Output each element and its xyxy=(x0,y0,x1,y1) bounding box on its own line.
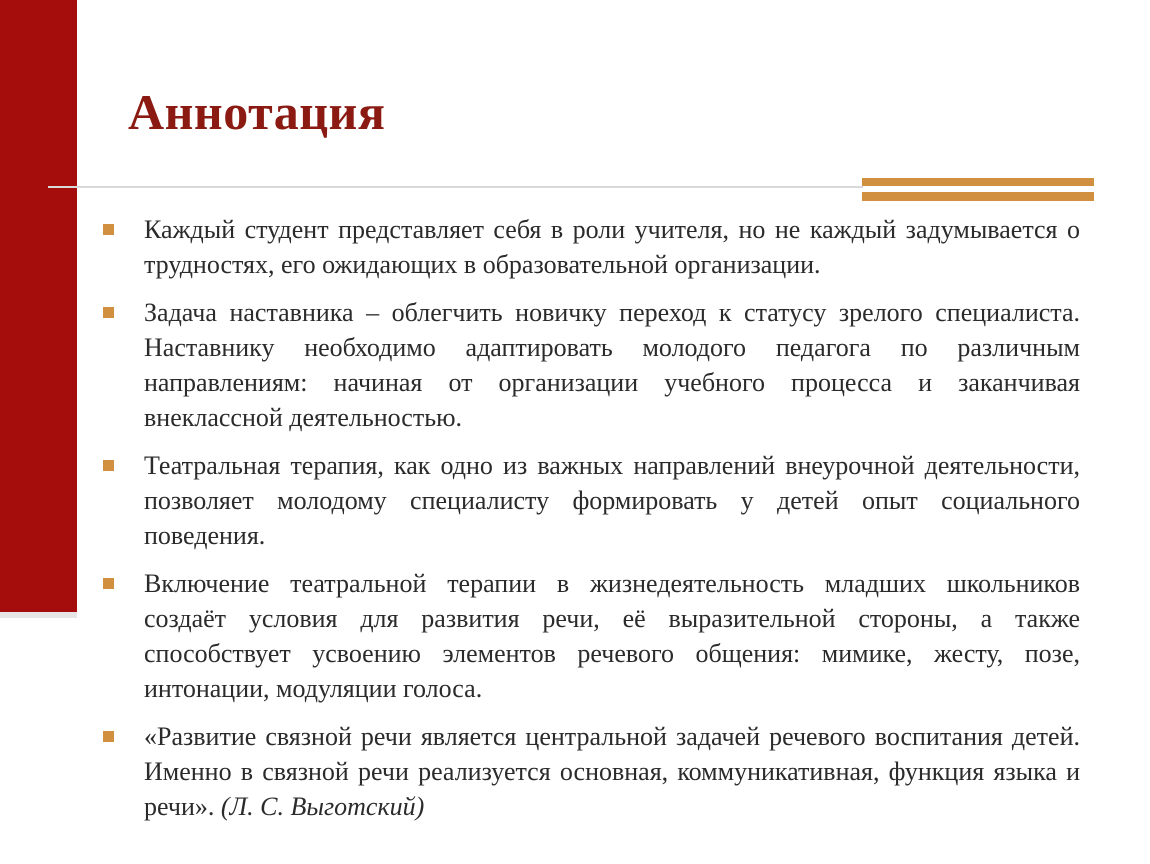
title-divider xyxy=(48,186,863,188)
square-bullet-icon xyxy=(103,731,114,742)
bullet-item-speech-development xyxy=(96,566,1080,706)
bullet-text: Задача наставника – облегчить новичку переход к статусу зрелого специалиста. Наставнику необходимо адаптировать молодого педагога по различным направлениям: начиная от организации учебного процесса и заканчивая внеклассной деятельностью. xyxy=(144,298,1080,432)
bullet-item-theatre-therapy xyxy=(96,448,1080,553)
decorative-orange-bar-top xyxy=(862,178,1094,186)
left-accent-bar xyxy=(0,0,77,612)
bullet-text: Включение театральной терапии в жизнедеятельность младших школьников создаёт условия для развития речи, её выразительной стороны, а также способствует усвоению элементов речевого общения: мимике, жесту, позе, интонации, модуляции голоса. xyxy=(144,569,1080,703)
bullet-list xyxy=(96,212,1080,837)
bullet-text: Театральная терапия, как одно из важных направлений внеурочной деятельности, позволяет молодому специалисту формировать у детей опыт социального поведения. xyxy=(144,451,1080,550)
quote-author: (Л. С. Выготский) xyxy=(220,792,425,821)
quote-text: «Развитие связной речи является центральной задачей речевого воспитания детей. Именно в связной речи реализуется основная, коммуникативная, функция языка и речи». xyxy=(144,722,1080,821)
bullet-item-mentor-task xyxy=(96,295,1080,435)
bullet-item-vygotsky-quote xyxy=(96,719,1080,824)
square-bullet-icon xyxy=(103,460,114,471)
bullet-item-student-role xyxy=(96,212,1080,282)
left-accent-bar-shadow xyxy=(0,612,77,618)
square-bullet-icon xyxy=(103,224,114,235)
square-bullet-icon xyxy=(103,307,114,318)
decorative-orange-bar-bottom xyxy=(862,192,1094,201)
square-bullet-icon xyxy=(103,578,114,589)
slide-title: Аннотация xyxy=(128,84,386,140)
bullet-text: Каждый студент представляет себя в роли учителя, но не каждый задумывается о трудностях, его ожидающих в образовательной организации. xyxy=(144,215,1080,279)
